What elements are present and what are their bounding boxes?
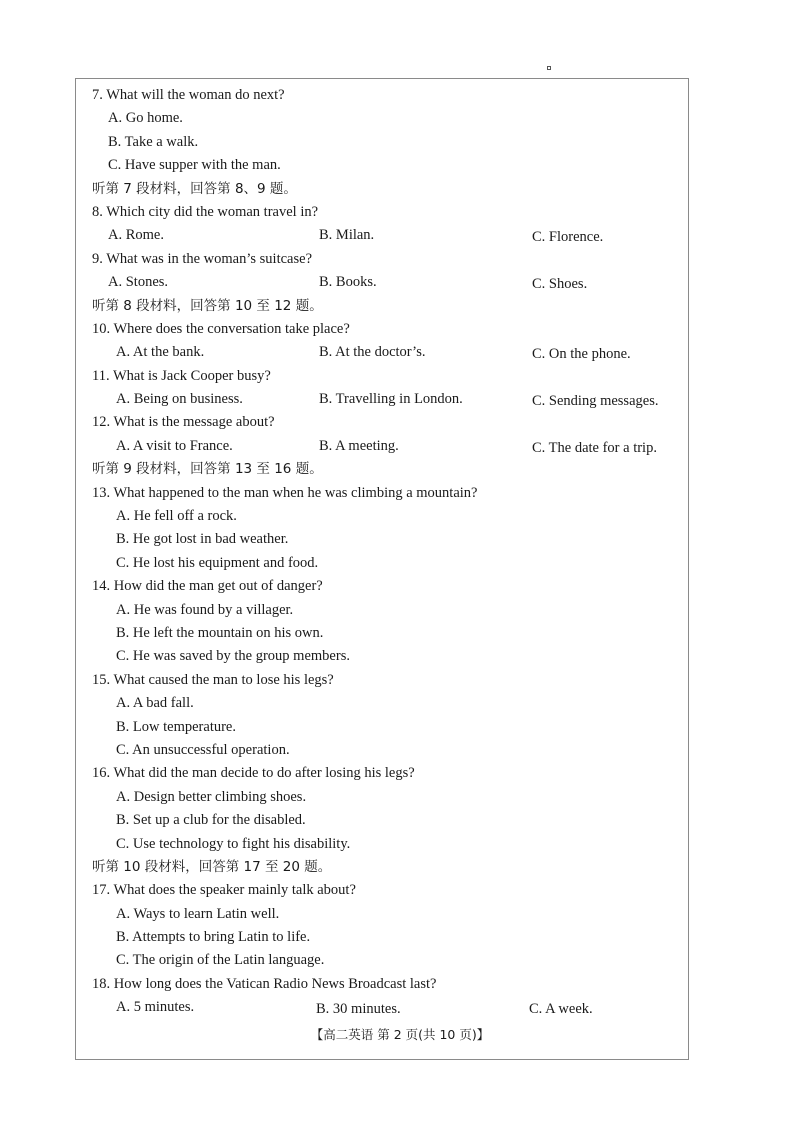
option: A. 5 minutes. [116, 999, 195, 1016]
question-stem: 12. What is the message about? [92, 414, 275, 431]
question-stem: 16. What did the man decide to do after losing his legs? [92, 765, 415, 782]
option: C. On the phone. [532, 346, 631, 363]
question-stem: 15. What caused the man to lose his legs? [92, 671, 334, 688]
option: B. A meeting. [319, 437, 399, 454]
option: B. Travelling in London. [319, 391, 463, 408]
option-row [92, 996, 682, 1019]
option: A. He fell off a rock. [116, 508, 237, 525]
option: A. Ways to learn Latin well. [116, 905, 280, 922]
option: C. Sending messages. [532, 393, 659, 410]
question-stem: 14. How did the man get out of danger? [92, 578, 323, 595]
option: C. An unsuccessful operation. [116, 741, 290, 758]
option: C. He was saved by the group members. [116, 648, 350, 665]
option-row [92, 435, 682, 458]
option: B. Set up a club for the disabled. [116, 812, 306, 829]
option: A. Being on business. [116, 391, 243, 408]
option: C. The origin of the Latin language. [116, 952, 325, 969]
question-stem: 17. What does the speaker mainly talk about? [92, 882, 356, 899]
option: A. Design better climbing shoes. [116, 788, 307, 805]
option-row [92, 224, 682, 247]
option: B. Milan. [319, 227, 375, 244]
question-content [92, 84, 682, 1020]
question-stem: 13. What happened to the man when he was climbing a mountain? [92, 484, 478, 501]
option: B. Attempts to bring Latin to life. [116, 929, 311, 946]
page-footer: 【高二英语 第 2 页(共 10 页)】 [310, 1027, 490, 1042]
option: C. Florence. [532, 229, 604, 246]
option-row [92, 388, 682, 411]
option: C. A week. [529, 1001, 593, 1018]
corner-mark [547, 66, 551, 70]
option: B. He got lost in bad weather. [116, 531, 289, 548]
option: A. At the bank. [116, 344, 205, 361]
section-instruction: 听第 8 段材料，回答第 10 至 12 题。 [92, 297, 323, 314]
option: A. Stones. [108, 274, 169, 291]
question-stem: 8. Which city did the woman travel in? [92, 203, 319, 220]
option: A. Go home. [108, 110, 183, 127]
option: C. Have supper with the man. [108, 157, 281, 174]
question-stem: 18. How long does the Vatican Radio News Broadcast last? [92, 975, 437, 992]
option: B. He left the mountain on his own. [116, 624, 324, 641]
option: B. 30 minutes. [316, 1001, 401, 1018]
section-instruction: 听第 10 段材料，回答第 17 至 20 题。 [92, 858, 332, 875]
option-row [92, 271, 682, 294]
option: A. A bad fall. [116, 695, 194, 712]
question-stem: 9. What was in the woman’s suitcase? [92, 250, 312, 267]
option: A. He was found by a villager. [116, 601, 294, 618]
question-stem: 10. Where does the conversation take place? [92, 320, 350, 337]
section-instruction: 听第 9 段材料，回答第 13 至 16 题。 [92, 461, 323, 478]
option: C. The date for a trip. [532, 439, 657, 456]
question-stem: 7. What will the woman do next? [92, 87, 285, 103]
option: B. Take a walk. [108, 133, 199, 150]
option: A. A visit to France. [116, 437, 233, 454]
option: B. At the doctor’s. [319, 344, 426, 361]
section-instruction: 听第 7 段材料，回答第 8、9 题。 [92, 180, 297, 197]
option: A. Rome. [108, 227, 164, 244]
option: C. Use technology to fight his disability. [116, 835, 351, 852]
option: B. Books. [319, 274, 377, 291]
option: C. He lost his equipment and food. [116, 554, 319, 571]
option-row [92, 341, 682, 364]
option: B. Low temperature. [116, 718, 236, 735]
question-stem: 11. What is Jack Cooper busy? [92, 367, 271, 384]
option: C. Shoes. [532, 276, 588, 293]
